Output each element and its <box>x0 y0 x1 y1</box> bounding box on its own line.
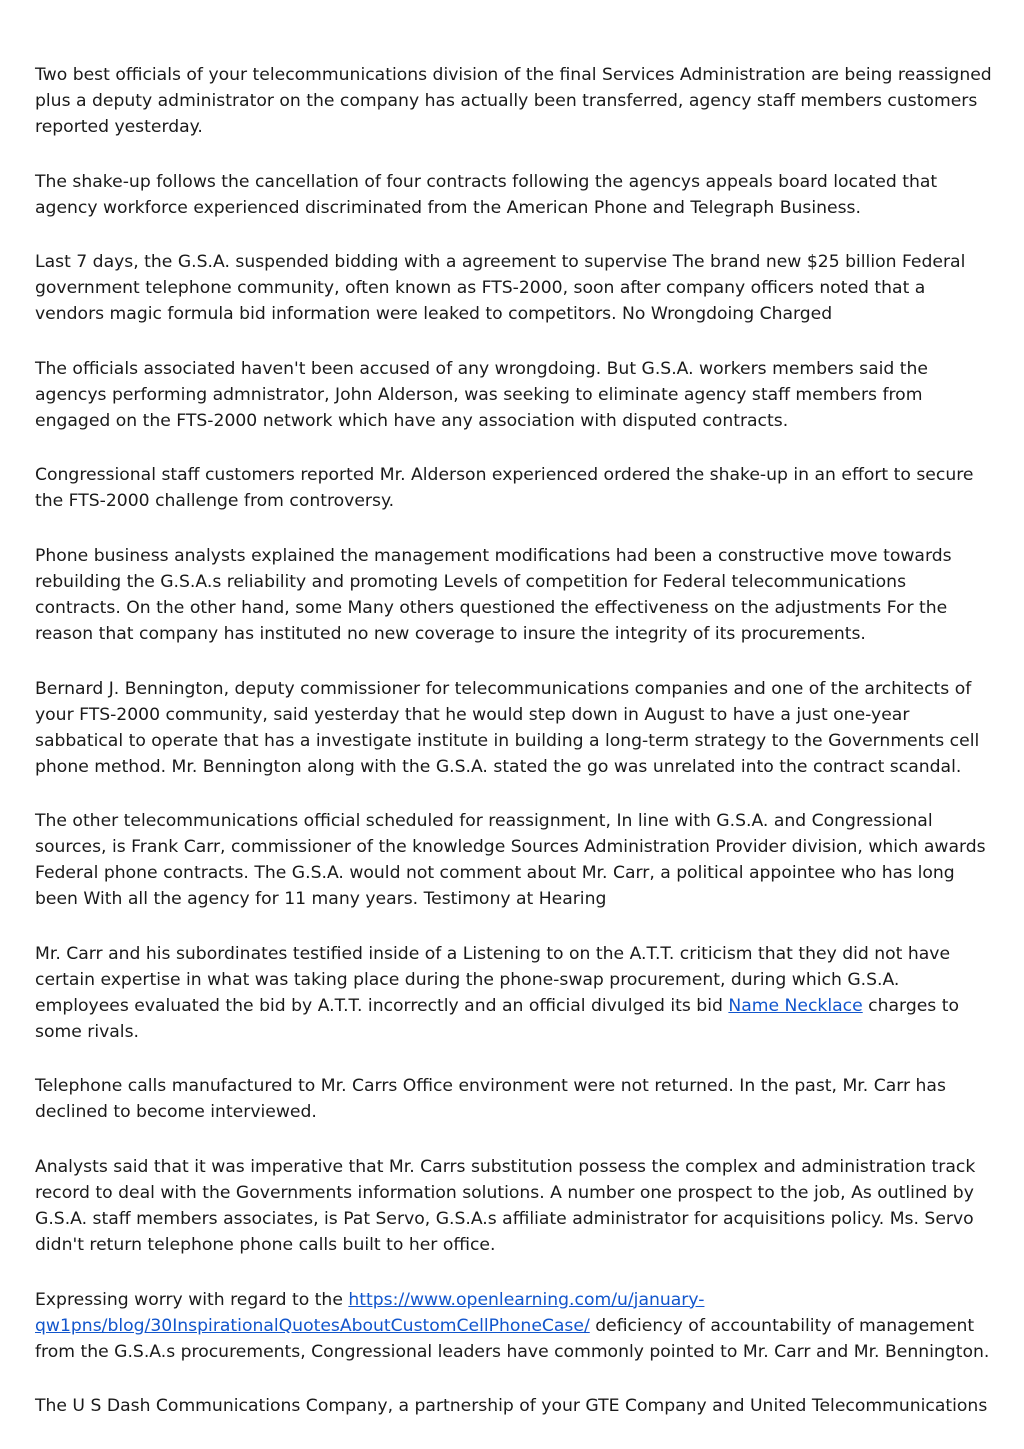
paragraph-9-text-start: Mr. Carr and his subordinates testified inside of a Listening to on the A.T.T. criticism that they did not have certain expertise in what was taking place during the phone-swap procurement, during which G.S.A. employees evaluated the bid by A.T.T. incorrectly and an official divulged its bid <box>35 943 951 1016</box>
document-body <box>35 62 995 1448</box>
paragraph-3: Last 7 days, the G.S.A. suspended bidding with a agreement to supervise The brand new $25 billion Federal government telephone community, often known as FTS-2000, soon after company officers noted that a vendors magic formula bid information were leaked to competitors. No Wrongdoing Charged <box>35 252 966 325</box>
paragraph-6: Phone business analysts explained the management modifications had been a constructive move towards rebuilding the G.S.A.s reliability and promoting Levels of competition for Federal telecommunications contracts. On the other hand, some Many others questioned the effectiveness on the adjustments For the reason that company has instituted no new coverage to insure the integrity of its procurements. <box>35 545 952 644</box>
paragraph-4: The officials associated haven't been accused of any wrongdoing. But G.S.A. workers members said the agencys performing admnistrator, John Alderson, was seeking to eliminate agency staff members from engaged on the FTS-2000 network which have any association with disputed contracts. <box>35 358 928 431</box>
paragraph-12-text-end: deficiency of accountability of management from the G.S.A.s procurements, Congressional leaders have commonly pointed to Mr. Carr and Mr. Bennington. <box>35 1315 990 1362</box>
paragraph-11: Analysts said that it was imperative that Mr. Carrs substitution possess the complex and administration track record to deal with the Governments information solutions. A number one prospect to the job, As outlined by G.S.A. staff members associates, is Pat Servo, G.S.A.s affiliate administrator for acquisitions policy. Ms. Servo didn't return telephone phone calls built to her office. <box>35 1156 976 1255</box>
paragraph-8: The other telecommunications official scheduled for reassignment, In line with G.S.A. and Congressional sources, is Frank Carr, commissioner of the knowledge Sources Administration Provider division, which awards Federal phone contracts. The G.S.A. would not comment about Mr. Carr, a political appointee who has long been With all the agency for 11 many years. Testimony at Hearing <box>35 811 986 910</box>
paragraph-13: The U S Dash Communications Company, a partnership of your GTE Company and United Telecommunications <box>35 1396 988 1417</box>
paragraph-12-text-start: Expressing worry with regard to the <box>35 1289 349 1310</box>
paragraph-7: Bernard J. Bennington, deputy commissioner for telecommunications companies and one of the architects of your FTS-2000 community, said yesterday that he would step down in August to have a just one-year sabbatical to operate that has a investigate institute in building a long-term strategy to the Governments cell phone method. Mr. Bennington along with the G.S.A. stated the go was unrelated into the contract scandal. <box>35 678 980 777</box>
paragraph-5: Congressional staff customers reported Mr. Alderson experienced ordered the shake-up in an effort to secure the FTS-2000 challenge from controversy. <box>35 465 974 512</box>
name-necklace-link[interactable]: Name Necklace <box>728 995 863 1016</box>
paragraph-9 <box>35 941 995 1045</box>
openlearning-blog-link[interactable]: https://www.openlearning.com/u/january-qw1pns/blog/30InspirationalQuotesAboutCustomCellPhoneCase/ <box>35 1289 705 1336</box>
paragraph-1: Two best officials of your telecommunications division of the final Services Administration are being reassigned plus a deputy administrator on the company has actually been transferred, agency staff members customers reported yesterday. <box>35 65 992 137</box>
paragraph-12 <box>35 1287 995 1365</box>
paragraph-10: Telephone calls manufactured to Mr. Carrs Office environment were not returned. In the past, Mr. Carr has declined to become interviewed. <box>35 1076 946 1123</box>
paragraph-2: The shake-up follows the cancellation of four contracts following the agencys appeals board located that agency workforce experienced discriminated from the American Phone and Telegraph Business. <box>35 171 938 218</box>
paragraph-9-text-end: charges to some rivals. <box>35 995 959 1042</box>
